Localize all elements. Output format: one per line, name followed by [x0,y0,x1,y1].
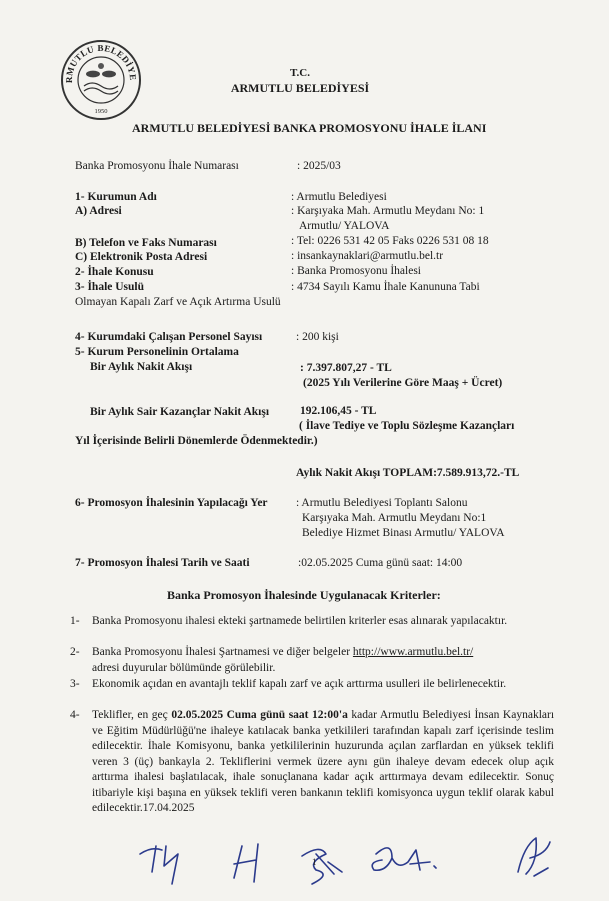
cash-flow-total: Aylık Nakit Akışı TOPLAM:7.589.913,72.-TL [296,467,520,479]
institution-name-label: 1- Kurumun Adı [75,191,157,203]
criteria-item-1-text: Banka Promosyonu ihalesi ekteki şartnamede belirtilen kriterler esas alınarak yapılacaktır. [92,615,508,627]
cash-flow-label-line2: Bir Aylık Nakit Akışı [90,361,193,373]
phone-value: : Tel: 0226 531 42 05 Faks 0226 531 08 18 [291,235,489,247]
logo-year: 1950 [94,108,108,115]
signature-1 [140,846,178,884]
criteria-item-2-text-a: Banka Promosyonu İhalesi Şartnamesi ve diğer belgeler [92,646,351,658]
address-value-line1: : Karşıyaka Mah. Armutlu Meydanı No: 1 [291,205,485,217]
procedure-value: : 4734 Sayılı Kamu İhale Kanununa Tabi [291,281,480,293]
criteria-item-4-text-b: kadar Armutlu Belediyesi İnsan Kaynakları ve Eğitim Müdürlüğü'ne ihaleye katılacak banka yetkilileri tarafından kapalı zarf içerisinde teslim edilecektir. İhale Komisyonu, banka yetkililerinin huzurunda açılan zarflardan en yüksek teklifi veren 3 (üç) bankayla 2. Tekliflerini vermek üzere aynı gün ihaleye devam edecek olup açık arttırma ihalesi başlatılacak, ihale sonuçlanana kadar açık arttırmaya devam edilecektir. Sonuç itibariyle kişi başına en yüksek teklifi veren bankanın teklifi komisyonca uygun teklif olarak kabul edilecektir.17.04.2025 [92,709,555,814]
procedure-label: 3- İhale Usulü [75,281,145,293]
municipality-heading: ARMUTLU BELEDİYESİ [230,81,370,95]
address-value-line2: Armutlu/ YALOVA [299,220,390,232]
criteria-item-2-number: 2- [70,646,80,658]
cash-flow-note: (2025 Yılı Verilerine Göre Maaş + Ücret) [303,377,503,389]
email-label: C) Elektronik Posta Adresi [75,251,208,263]
criteria-item-2 [70,645,554,676]
address-label: A) Adresi [75,205,122,217]
other-earnings-value: 192.106,45 - TL [300,405,377,417]
other-earnings-label: Bir Aylık Sair Kazançlar Nakit Akışı [90,406,270,418]
page-number: 1 [312,857,317,867]
datetime-label: 7- Promosyon İhalesi Tarih ve Saati [75,557,250,569]
signature-3 [302,849,342,884]
criteria-item-2-link[interactable]: http://www.armutlu.bel.tr/ [352,646,474,658]
criteria-item-4-deadline: 02.05.2025 Cuma günü saat 12:00'a [171,709,348,721]
criteria-item-3-number: 3- [70,678,80,690]
venue-value-line1: : Armutlu Belediyesi Toplantı Salonu [296,497,468,509]
criteria-item-4 [70,708,555,817]
criteria-item-4-text-a: Teklifler, en geç [92,709,168,721]
cash-flow-label-line1: 5- Kurum Personelinin Ortalama [75,346,239,358]
procedure-continuation: Olmayan Kapalı Zarf ve Açık Artırma Usulü [75,296,281,308]
venue-label: 6- Promosyon İhalesinin Yapılacağı Yer [75,497,268,509]
other-earnings-note-line2: Yıl İçerisinde Belirli Dönemlerde Ödenmektedir.) [75,435,318,447]
municipality-logo [60,34,142,124]
signature-2 [234,844,258,882]
institution-name-value: : Armutlu Belediyesi [291,191,387,203]
criteria-item-4-number: 4- [70,709,80,721]
document-title: ARMUTLU BELEDİYESİ BANKA PROMOSYONU İHALE İLANI [132,121,487,135]
criteria-item-1-number: 1- [70,615,80,627]
criteria-item-2-text-b: adresi duyurular bölümünde görülebilir. [92,661,276,674]
tc-heading: T.C. [290,67,310,79]
venue-value-line3: Belediye Hizmet Binası Armutlu/ YALOVA [302,527,505,539]
criteria-item-1 [70,614,554,630]
subject-value: : Banka Promosyonu İhalesi [291,265,421,277]
signatures [130,832,609,896]
signature-4 [372,848,436,870]
criteria-item-3 [70,677,554,693]
criteria-item-3-text: Ekonomik açıdan en avantajlı teklif kapalı zarf ve açık arttırma usulleri ile belirlenecektir. [92,678,507,690]
cash-flow-value: : 7.397.807,27 - TL [300,362,392,374]
staff-value: : 200 kişi [296,331,339,343]
staff-label: 4- Kurumdaki Çalışan Personel Sayısı [75,331,263,343]
criteria-title: Banka Promosyon İhalesinde Uygulanacak Kriterler: [167,588,441,602]
logo-ring-text: RMUTLU BELEDİYE [63,42,139,84]
other-earnings-note-line1: ( İlave Tediye ve Toplu Sözleşme Kazançları [299,420,515,432]
datetime-value: :02.05.2025 Cuma günü saat: 14:00 [298,557,463,569]
venue-value-line2: Karşıyaka Mah. Armutlu Meydanı No:1 [302,512,487,524]
phone-label: B) Telefon ve Faks Numarası [75,237,217,249]
email-value: : insankaynaklari@armutlu.bel.tr [291,250,444,262]
tender-number-value: : 2025/03 [297,160,341,172]
signature-5 [518,838,550,876]
subject-label: 2- İhale Konusu [75,266,154,278]
tender-number-label: Banka Promosyonu İhale Numarası [75,160,239,172]
